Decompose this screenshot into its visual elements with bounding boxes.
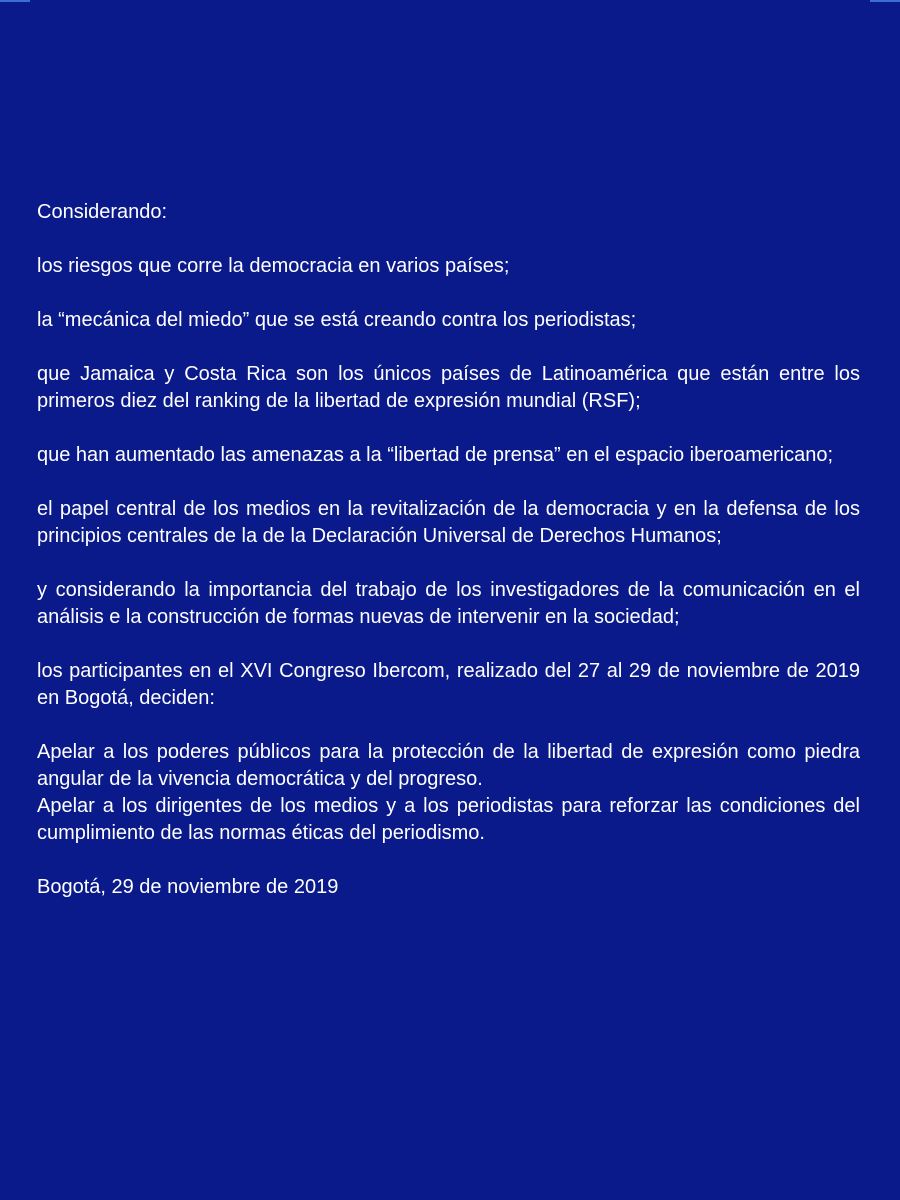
decision-intro: los participantes en el XVI Congreso Ibercom, realizado del 27 al 29 de noviembre de 2019 en Bogotá, deciden: — [37, 660, 860, 709]
consideration-paragraph: que Jamaica y Costa Rica son los únicos países de Latinoamérica que están entre los primeros diez del ranking de la libertad de expresión mundial (RSF); — [37, 363, 860, 412]
top-right-edge-mark — [870, 0, 900, 2]
resolution-paragraph: Apelar a los dirigentes de los medios y a los periodistas para reforzar las condiciones del cumplimiento de las normas éticas del periodismo. — [37, 795, 860, 844]
declaration-heading: Considerando: — [37, 201, 168, 223]
top-left-edge-mark — [0, 0, 30, 2]
declaration-document — [37, 199, 860, 901]
resolution-paragraph: Apelar a los poderes públicos para la protección de la libertad de expresión como piedra angular de la vivencia democrática y del progreso. — [37, 741, 860, 790]
consideration-paragraph: que han aumentado las amenazas a la “libertad de prensa” en el espacio iberoamericano; — [37, 444, 834, 466]
place-and-date: Bogotá, 29 de noviembre de 2019 — [37, 876, 339, 898]
consideration-paragraph: el papel central de los medios en la revitalización de la democracia y en la defensa de los principios centrales de la de la Declaración Universal de Derechos Humanos; — [37, 498, 860, 547]
consideration-paragraph: la “mecánica del miedo” que se está creando contra los periodistas; — [37, 309, 637, 331]
consideration-paragraph: los riesgos que corre la democracia en varios países; — [37, 255, 510, 277]
consideration-paragraph: y considerando la importancia del trabajo de los investigadores de la comunicación en el análisis e la construcción de formas nuevas de intervenir en la sociedad; — [37, 579, 860, 628]
